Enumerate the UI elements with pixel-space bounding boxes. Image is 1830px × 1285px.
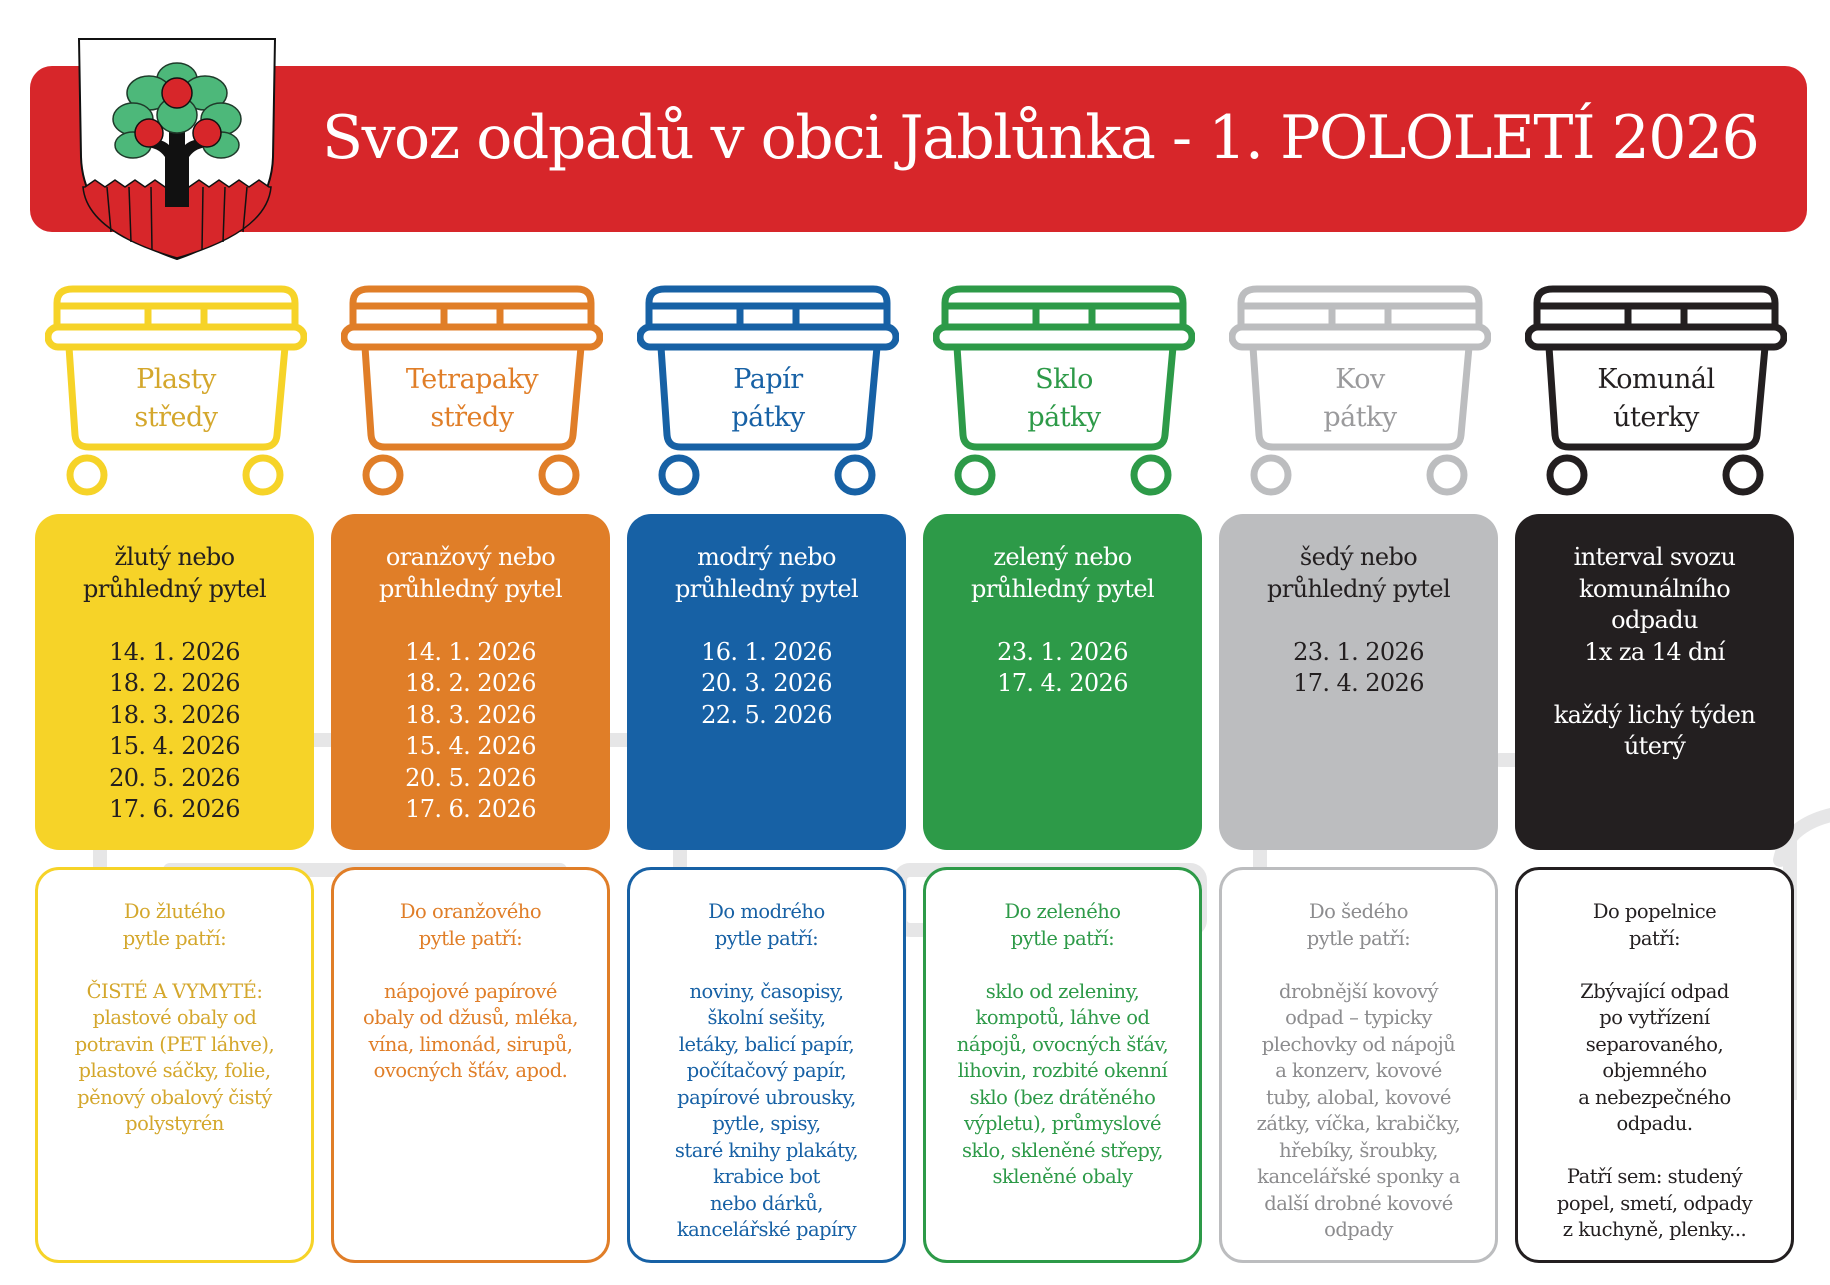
info-line: drobnější kovový — [1279, 979, 1438, 1003]
bin-tetrapaky — [341, 285, 603, 501]
info-line: sklo, skleněné střepy, — [961, 1138, 1163, 1162]
info-line: noviny, časopisy, — [689, 979, 844, 1003]
bin-plasty — [45, 285, 307, 501]
info-title: Do žlutého — [123, 900, 226, 923]
bin-sklo — [933, 285, 1195, 501]
date: 17. 4. 2026 — [997, 669, 1128, 697]
info-line: počítačový papír, — [686, 1059, 847, 1082]
info-title: Do modrého — [708, 900, 825, 923]
info-line: pytle, spisy, — [712, 1112, 821, 1135]
date: 23. 1. 2026 — [1293, 637, 1424, 666]
schedule-card-tetrapaky — [331, 514, 610, 850]
bag-text: šedý nebo — [1299, 543, 1418, 571]
interval-text: odpadu — [1611, 606, 1698, 634]
info-line: popel, smetí, odpady — [1556, 1191, 1753, 1215]
info-line: Patří sem: studený — [1566, 1165, 1743, 1188]
date: 14. 1. 2026 — [405, 637, 536, 666]
schedule-card-komunal — [1515, 514, 1794, 850]
info-line: kancelářské sponky a — [1257, 1165, 1460, 1188]
date: 17. 4. 2026 — [1293, 669, 1424, 697]
interval-text: interval svozu — [1573, 543, 1736, 571]
info-line: odpadu. — [1616, 1112, 1693, 1135]
bag-text: průhledný pytel — [1266, 574, 1451, 603]
bag-text: průhledný pytel — [82, 574, 267, 603]
bin-komunal — [1525, 285, 1787, 501]
bag-text: průhledný pytel — [674, 574, 859, 603]
info-line: výpletu), průmyslové — [963, 1112, 1162, 1135]
coat-of-arms-icon — [77, 37, 277, 261]
page-title: Svoz odpadů v obci Jablůnka - 1. POLOLETÍ 2026 — [322, 103, 1759, 173]
bin-day: středy — [430, 402, 514, 433]
date: 16. 1. 2026 — [701, 637, 832, 666]
info-line: potravin (PET láhve), — [74, 1032, 275, 1056]
bin-name: Tetrapaky — [405, 364, 539, 395]
info-line: ČISTÉ A VYMYTÉ: — [86, 979, 263, 1003]
date: 20. 3. 2026 — [701, 669, 832, 697]
info-title: pytle patří: — [418, 926, 523, 950]
info-line: nebo dárků, — [709, 1191, 824, 1215]
date: 18. 3. 2026 — [109, 700, 240, 729]
info-line: tuby, alobal, kovové — [1266, 1085, 1451, 1109]
info-line: sklo (bez drátěného — [969, 1085, 1156, 1109]
info-line: staré knihy plakáty, — [674, 1138, 859, 1162]
info-line: skleněné obaly — [992, 1165, 1133, 1188]
info-line: krabice bot — [713, 1165, 820, 1188]
info-card-papir — [627, 867, 906, 1263]
info-line: vína, limonád, sirupů, — [368, 1032, 573, 1056]
info-card-kov — [1219, 867, 1498, 1263]
date: 15. 4. 2026 — [109, 732, 240, 760]
bin-name: Kov — [1335, 364, 1385, 395]
info-title: Do oranžového — [399, 900, 542, 923]
info-line: po vytřízení — [1599, 1006, 1710, 1029]
bin-kov — [1229, 285, 1491, 501]
info-card-tetrapaky — [331, 867, 610, 1263]
date: 17. 6. 2026 — [109, 795, 240, 823]
bag-text: žlutý nebo — [114, 543, 235, 571]
info-line: objemného — [1602, 1059, 1707, 1082]
info-line: lihovin, rozbité okenní — [957, 1059, 1168, 1082]
bin-day: pátky — [731, 402, 805, 433]
info-line: pěnový obalový čistý — [77, 1085, 272, 1109]
schedule-text: každý lichý týden — [1553, 700, 1756, 729]
info-line: plastové obaly od — [92, 1006, 257, 1029]
schedule-card-sklo — [923, 514, 1202, 850]
info-title: pytle patří: — [1010, 926, 1115, 950]
info-line: obaly od džusů, mléka, — [363, 1006, 578, 1029]
info-line: další drobné kovové — [1264, 1191, 1453, 1215]
schedule-card-plasty — [35, 514, 314, 850]
info-line: a konzerv, kovové — [1275, 1059, 1442, 1082]
interval-text: 1x za 14 dní — [1584, 637, 1725, 666]
info-line: plastové sáčky, folie, — [78, 1059, 271, 1082]
info-line: plechovky od nápojů — [1261, 1032, 1456, 1056]
info-line: nápojové papírové — [384, 979, 557, 1003]
bag-text: průhledný pytel — [378, 574, 563, 603]
bin-name: Komunál — [1597, 364, 1715, 395]
info-line: odpad – typicky — [1285, 1006, 1432, 1029]
info-line: školní sešity, — [707, 1006, 826, 1029]
schedule-card-papir — [627, 514, 906, 850]
bin-day: pátky — [1027, 402, 1101, 433]
info-title: patří: — [1628, 926, 1681, 950]
info-card-plasty — [35, 867, 314, 1263]
date: 20. 5. 2026 — [109, 763, 240, 792]
info-line: Zbývající odpad — [1580, 979, 1729, 1003]
info-card-sklo — [923, 867, 1202, 1263]
bin-day: středy — [134, 402, 218, 433]
date: 23. 1. 2026 — [997, 637, 1128, 666]
bin-name: Plasty — [136, 364, 216, 395]
date: 18. 2. 2026 — [109, 669, 240, 697]
interval-text: komunálního — [1578, 574, 1731, 603]
bin-name: Sklo — [1035, 364, 1093, 395]
info-line: papírové ubrousky, — [677, 1085, 856, 1109]
schedule-card-kov — [1219, 514, 1498, 850]
bag-text: zelený nebo — [993, 543, 1132, 571]
info-line: polystyrén — [125, 1112, 224, 1135]
date: 15. 4. 2026 — [405, 732, 536, 760]
bag-text: průhledný pytel — [970, 574, 1155, 603]
info-line: kancelářské papíry — [676, 1218, 857, 1241]
date: 14. 1. 2026 — [109, 637, 240, 666]
date: 18. 3. 2026 — [405, 700, 536, 729]
info-line: separovaného, — [1585, 1032, 1724, 1056]
bag-text: modrý nebo — [697, 543, 836, 571]
bin-papir — [637, 285, 899, 501]
info-line: zátky, víčka, krabičky, — [1256, 1112, 1461, 1135]
info-title: Do šedého — [1309, 900, 1408, 923]
info-line: nápojů, ovocných šťáv, — [956, 1032, 1169, 1056]
info-card-komunal — [1515, 867, 1794, 1263]
info-line: odpady — [1324, 1218, 1393, 1241]
info-title: pytle patří: — [122, 926, 227, 950]
bin-name: Papír — [733, 364, 803, 395]
bag-text: oranžový nebo — [385, 543, 556, 571]
info-line: sklo od zeleniny, — [985, 979, 1140, 1003]
info-line: kompotů, láhve od — [975, 1006, 1150, 1029]
date: 18. 2. 2026 — [405, 669, 536, 697]
bin-day: pátky — [1323, 402, 1397, 433]
info-title: pytle patří: — [1306, 926, 1411, 950]
date: 20. 5. 2026 — [405, 763, 536, 792]
bin-day: úterky — [1613, 402, 1699, 433]
info-line: a nebezpečného — [1578, 1085, 1731, 1109]
info-title: pytle patří: — [714, 926, 819, 950]
info-line: ovocných šťáv, apod. — [373, 1059, 568, 1082]
info-line: z kuchyně, plenky... — [1562, 1218, 1747, 1241]
info-line: letáky, balicí papír, — [678, 1032, 855, 1056]
info-line: hřebíky, šroubky, — [1279, 1138, 1438, 1162]
date: 17. 6. 2026 — [405, 795, 536, 823]
schedule-text: úterý — [1623, 732, 1686, 760]
date: 22. 5. 2026 — [701, 700, 832, 729]
info-title: Do popelnice — [1592, 900, 1717, 923]
info-title: Do zeleného — [1004, 900, 1121, 923]
